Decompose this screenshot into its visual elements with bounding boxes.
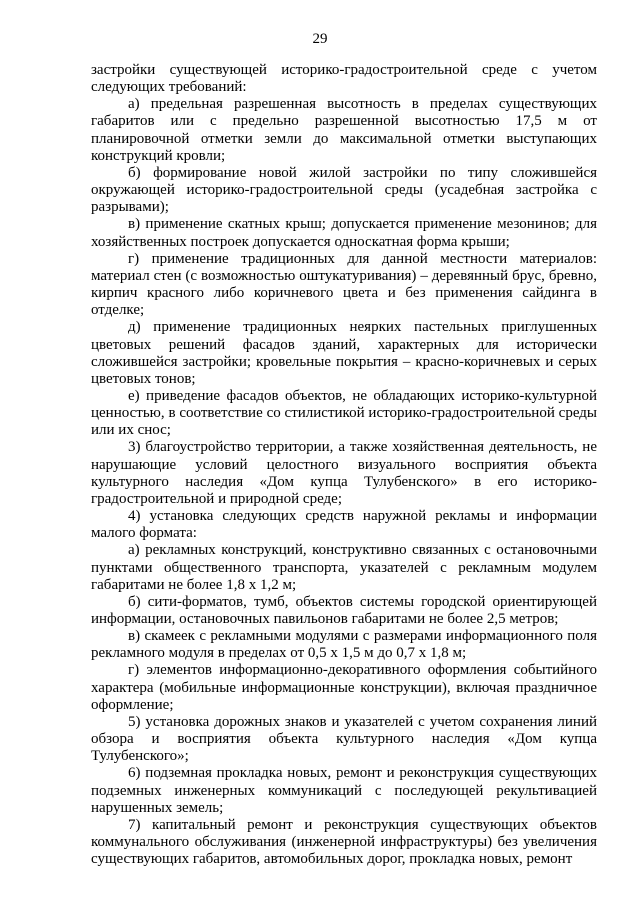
paragraph-item-4g-decorative: г) элементов информационно-декоративного оформления событийного характера (мобильные информационные конструкции), включая праздничное оформление; — [91, 662, 597, 713]
paragraph-item-6-utilities: 6) подземная прокладка новых, ремонт и реконструкция существующих подземных инженерных коммуникаций с последующей рекультивацией нарушенных земель; — [91, 765, 597, 816]
paragraph-continuation: застройки существующей историко-градостроительной среде с учетом следующих требований: — [91, 62, 597, 96]
page-number: 29 — [312, 31, 328, 47]
paragraph-item-4v-benches: в) скамеек с рекламными модулями с размерами информационного поля рекламного модуля в пределах от 0,5 х 1,5 м до 0,7 х 1,8 м; — [91, 628, 597, 662]
paragraph-item-7-repair: 7) капитальный ремонт и реконструкция существующих объектов коммунального обслуживания (инженерной инфраструктуры) без увеличения существующих габаритов, автомобильных дорог, прокладка новых, ремонт — [91, 816, 597, 868]
paragraph-item-4-advertising: 4) установка следующих средств наружной рекламы и информации малого формата: — [91, 508, 597, 542]
paragraph-item-4b-city-formats: б) сити-форматов, тумб, объектов системы городской ориентирующей информации, остановочных павильонов габаритами не более 2,5 метров; — [91, 593, 597, 627]
paragraph-item-g-materials: г) применение традиционных для данной местности материалов: материал стен (с возможностью оштукатуривания) – деревянный брус, бревно, кирпич красного либо коричневого цвета и без применения сайдинга в отделке; — [91, 250, 597, 319]
paragraph-item-a-height: а) предельная разрешенная высотность в пределах существующих габаритов или с предельно разрешенной высотностью 17,5 м от планировочной отметки земли до максимальной отметки выступающих конструкций кровли; — [91, 96, 597, 164]
paragraph-item-4a-structures: а) рекламных конструкций, конструктивно связанных с остановочными пунктами общественного транспорта, указателей с рекламным модулем габаритами не более 1,8 х 1,2 м; — [91, 542, 597, 593]
paragraph-item-5-road-signs: 5) установка дорожных знаков и указателей с учетом сохранения линий обзора и восприятия объекта культурного наследия «Дом купца Тулубенского»; — [91, 713, 597, 765]
document-body — [91, 62, 597, 868]
paragraph-item-b-new-buildings: б) формирование новой жилой застройки по типу сложившейся окружающей историко-градостроительной среды (усадебная застройка с разрывами); — [91, 164, 597, 216]
paragraph-item-3-landscaping: 3) благоустройство территории, а также хозяйственная деятельность, не нарушающие условий целостного визуального восприятия объекта культурного наследия «Дом купца Тулубенского» в его историко-градостроительной и природной среде; — [91, 439, 597, 507]
paragraph-item-e-facades: е) приведение фасадов объектов, не обладающих историко-культурной ценностью, в соответствие со стилистикой историко-градостроительной среды или их снос; — [91, 387, 597, 439]
paragraph-item-v-roofs: в) применение скатных крыш; допускается применение мезонинов; для хозяйственных построек допускается односкатная форма крыши; — [91, 216, 597, 250]
paragraph-item-d-colors: д) применение традиционных неярких пастельных приглушенных цветовых решений фасадов зданий, характерных для исторически сложившейся застройки; кровельные покрытия – красно-коричневых и серых цветовых тонов; — [91, 319, 597, 387]
